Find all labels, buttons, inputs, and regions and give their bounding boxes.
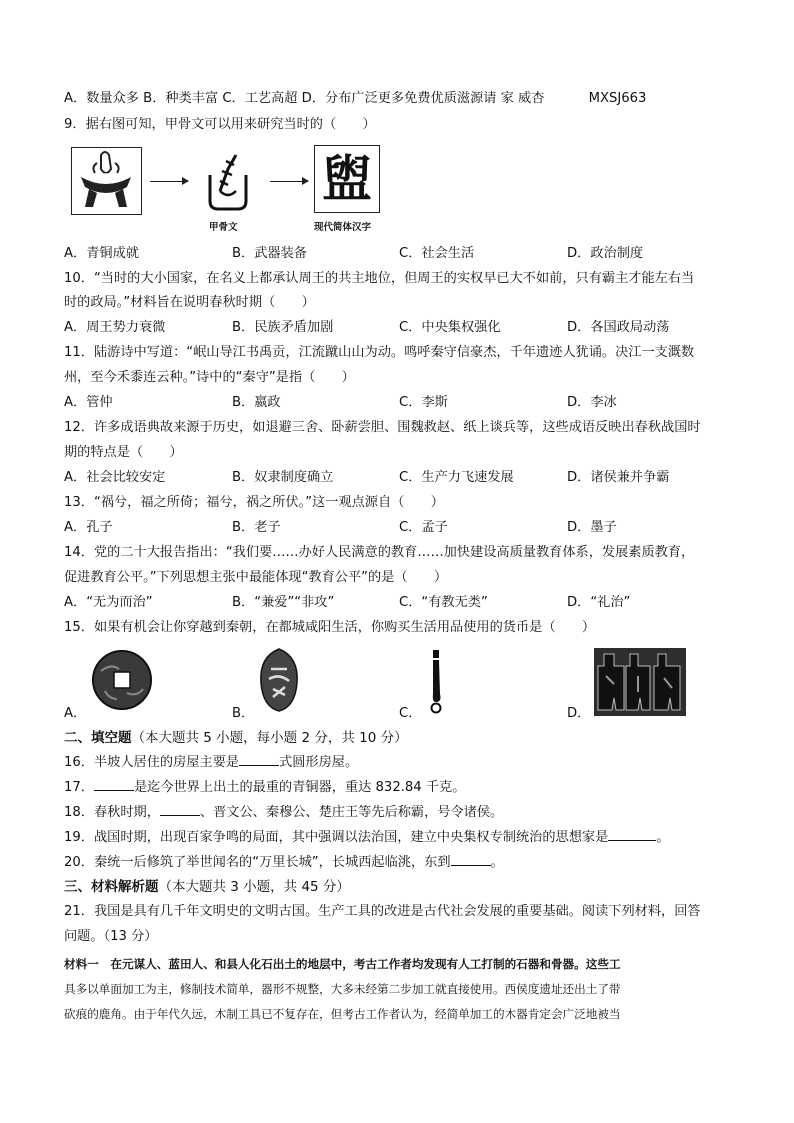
q14-option-d: D．“礼治” [567, 595, 631, 610]
bronze-vessel-illustration [71, 147, 142, 219]
q19-before: 19．战国时期，出现百家争鸣的局面，其中强调以法治国，建立中央集权专制统治的思想家是 [64, 830, 609, 845]
section3-heading [64, 878, 350, 896]
q17-before: 17． [64, 780, 94, 795]
q10-stem-line1: 10．“当时的大小国家，在名义上都承认周王的共主地位，但周王的实权早已大不如前，只有霸主才能左右当 [64, 271, 695, 286]
q16-before: 16．半坡人居住的房屋主要是 [64, 755, 240, 770]
q9-option-d: D．政治制度 [567, 246, 644, 261]
q14-stem-line2: 促进教育公平。”下列思想主张中最能体现“教育公平”的是（ ） [64, 570, 448, 585]
q16-after: 式圆形房屋。 [279, 755, 359, 770]
section2-title: 二、填空题 [64, 730, 132, 746]
q16 [64, 753, 358, 772]
q11-stem-line2: 州，至今禾黍连云种。”诗中的“秦守”是指（ ） [64, 370, 355, 385]
q12-option-b: B．奴隶制度确立 [232, 470, 334, 485]
q10-option-d: D．各国政局动荡 [567, 320, 670, 335]
section2-heading [64, 729, 408, 747]
q11-stem-line1: 11．陆游诗中写道：“岷山导江书禹贡，江流蹴山山为动。鸣呼秦守信豪杰，千年遗迹人犹诵。决江一支溉数 [64, 345, 695, 360]
q17-after: 是迄今世界上出土的最重的青铜器，重达 832.84 千克。 [133, 780, 466, 795]
q19-blank[interactable] [608, 828, 656, 841]
q12-option-a: A．社会比较安定 [64, 470, 166, 485]
q19-after: 。 [656, 830, 670, 845]
q10-option-c: C．中央集权强化 [399, 320, 501, 335]
q21-material-text1: 材料一 在元谋人、蓝田人、和县人化石出土的地层中，考古工作者均发现有人工打制的石器和骨器。这些工 [64, 957, 621, 971]
q12-option-c: C．生产力飞速发展 [399, 470, 514, 485]
q9-option-a: A．青铜成就 [64, 246, 139, 261]
arrow-2 [270, 181, 308, 182]
q12-stem-line2: 期的特点是（ ） [64, 445, 183, 460]
arrow-1 [150, 181, 188, 182]
caption-modern: 现代简体汉字 [314, 222, 372, 233]
q20-blank[interactable] [451, 853, 491, 866]
section2-note: （本大题共 5 小题，每小题 2 分，共 10 分） [131, 730, 408, 746]
q9-option-c: C．社会生活 [399, 246, 475, 261]
q14-option-c: C．“有教无类” [399, 595, 488, 610]
doc-code: MXSJ663 [588, 91, 647, 106]
q18-after: 、晋文公、秦穆公、楚庄王等先后称霸，号令诸侯。 [199, 805, 504, 820]
q12-option-d: D．诸侯兼并争霸 [567, 470, 670, 485]
q21-material-line1 [64, 955, 621, 973]
q13-stem: 13．“祸兮，福之所倚；福兮，祸之所伏。”这一观点源自（ ） [64, 495, 444, 510]
q10-stem-line2: 时的政局。”材料旨在说明春秋时期（ ） [64, 295, 315, 310]
section3-title: 三、材料解析题 [64, 879, 159, 895]
q13-option-c: C．孟子 [399, 520, 448, 535]
q10-option-a: A．周王势力衰微 [64, 320, 166, 335]
q15-stem: 15．如果有机会让你穿越到秦朝，在都城咸阳生活，你购买生活用品使用的货币是（ ） [64, 620, 596, 635]
q15-option-a: A． [64, 706, 87, 721]
q20-after: 。 [490, 855, 504, 870]
caption-oracle: 甲骨文 [209, 222, 238, 233]
q15-option-d: D． [567, 706, 591, 721]
q17 [64, 778, 465, 797]
q14-option-a: A．“无为而治” [64, 595, 153, 610]
q15-option-c: C． [399, 706, 422, 721]
q11-option-d: D．李冰 [567, 395, 617, 410]
q13-option-b: B．老子 [232, 520, 281, 535]
oracle-bone-character [198, 147, 256, 219]
q11-option-a: A．管仲 [64, 395, 113, 410]
ant-nose-coin-image [257, 647, 301, 717]
q12-stem-line1: 12．许多成语典故来源于历史，如退避三舍、卧薪尝胆、围魏救赵、纸上谈兵等，这些成语反映出春秋战国时 [64, 420, 701, 435]
q13-option-d: D．墨子 [567, 520, 617, 535]
q11-option-c: C．李斯 [399, 395, 448, 410]
q16-blank[interactable] [239, 753, 279, 766]
q13-option-a: A．孔子 [64, 520, 113, 535]
modern-character: 盥 [322, 149, 372, 208]
q21-material-line3: 砍痕的鹿角。由于年代久远，木制工具已不复存在，但考古工作者认为，经简单加工的木器肯定会广泛地被当 [64, 1007, 621, 1021]
q14-option-b: B．“兼爱”“非攻” [232, 595, 335, 610]
modern-character-box [314, 145, 380, 213]
q20 [64, 853, 504, 872]
q18-before: 18．春秋时期， [64, 805, 160, 820]
q9-option-b: B．武器装备 [232, 246, 307, 261]
spade-coins-image [594, 648, 686, 720]
q8-options [64, 90, 646, 108]
q19 [64, 828, 669, 847]
q21-stem-line1: 21．我国是具有几千年文明史的文明古国。生产工具的改进是古代社会发展的重要基础。阅读下列材料，回答 [64, 904, 701, 919]
q18 [64, 803, 503, 822]
knife-coin-image [424, 650, 448, 718]
q11-option-b: B．嬴政 [232, 395, 281, 410]
q20-before: 20．秦统一后修筑了举世闻名的“万里长城”，长城西起临洮，东到 [64, 855, 451, 870]
q18-blank[interactable] [160, 803, 200, 816]
q9-stem: 9．据右图可知，甲骨文可以用来研究当时的（ ） [64, 117, 376, 132]
round-coin-image [91, 649, 153, 715]
q21-stem-line2: 问题。（13 分） [64, 929, 158, 944]
q8-options-text: A．数量众多 B．种类丰富 C．工艺高超 D．分布广泛更多免费优质滋源请 家 威杏 [64, 91, 545, 106]
section3-note: （本大题共 3 小题，共 45 分） [158, 879, 350, 895]
q17-blank[interactable] [94, 778, 134, 791]
q21-material-line2: 具多以单面加工为主，修制技术简单，器形不规整，大多未经第二步加工就直接使用。西侯度遗址还出土了带 [64, 982, 621, 996]
q15-option-b: B． [232, 706, 255, 721]
q14-stem-line1: 14．党的二十大报告指出：“我们要……办好人民满意的教育……加快建设高质量教育体系，发展素质教育， [64, 545, 695, 560]
q10-option-b: B．民族矛盾加剧 [232, 320, 334, 335]
